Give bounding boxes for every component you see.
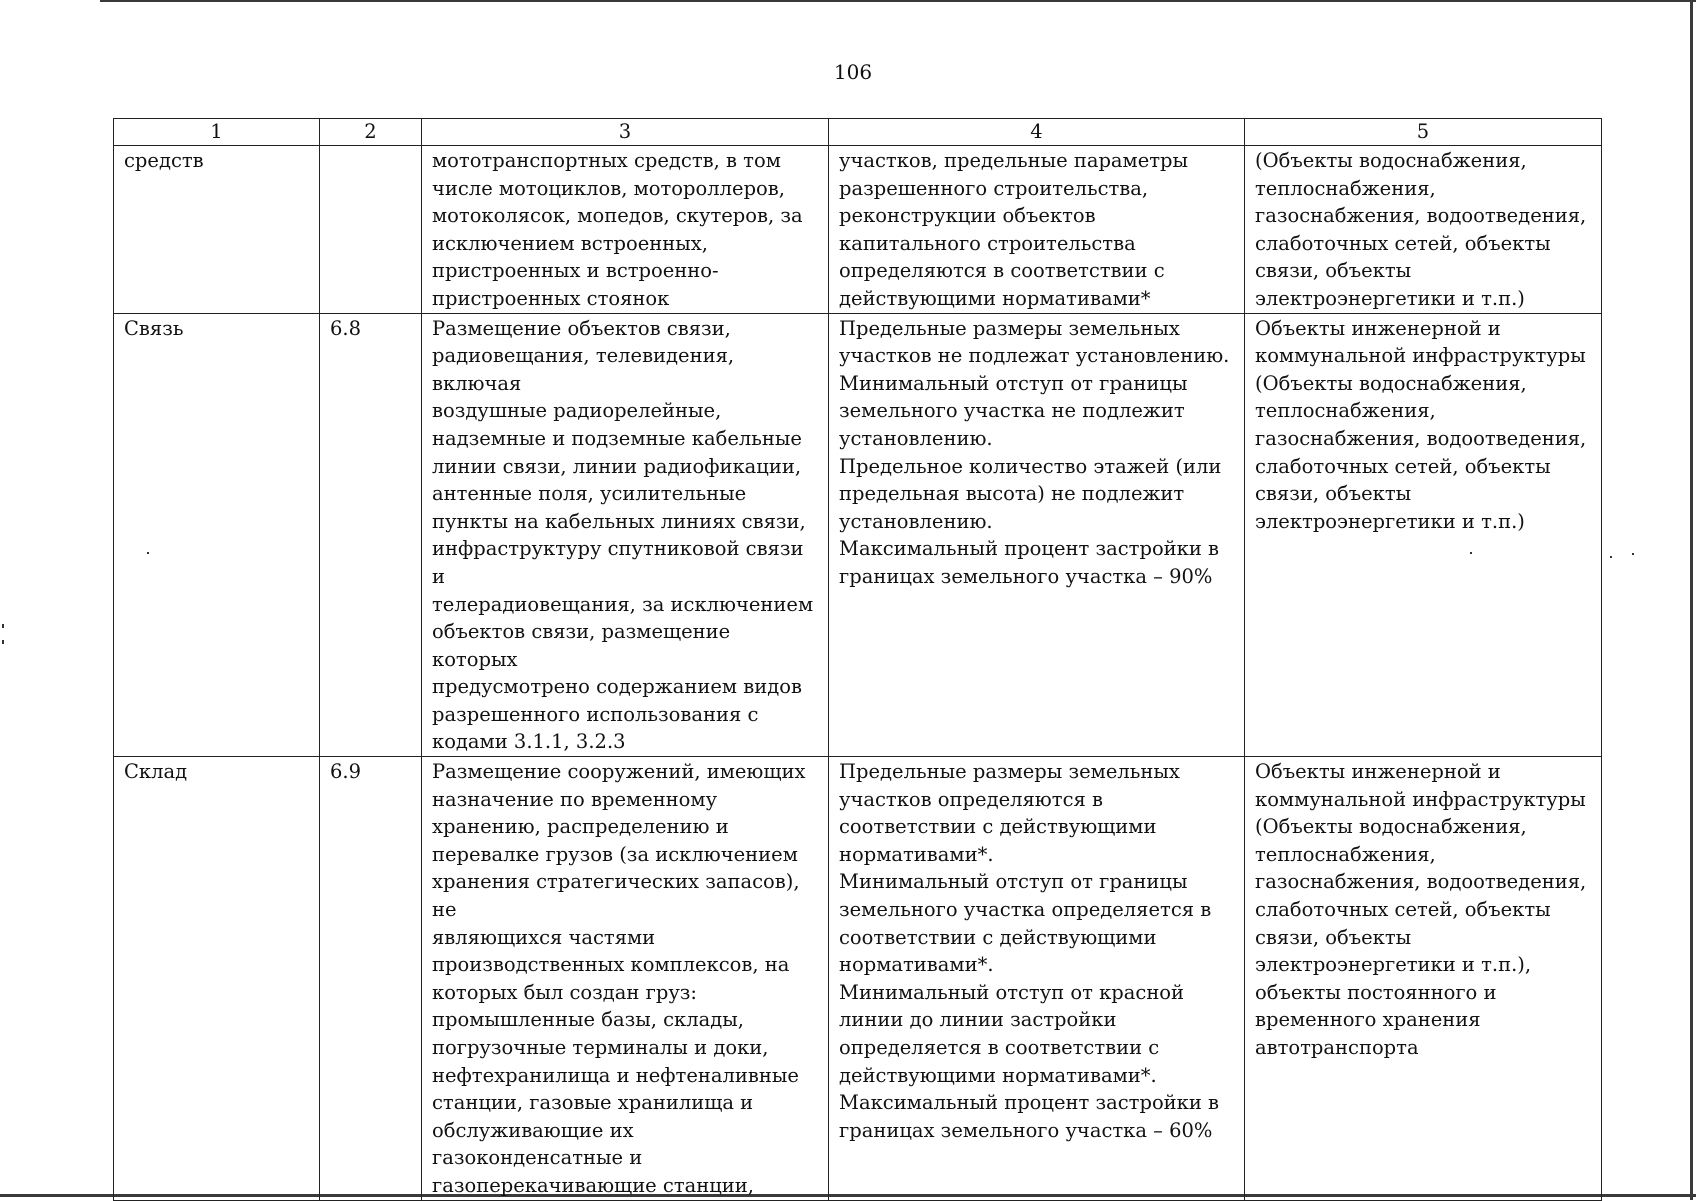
construction-parameters: Предельные размеры земельных участков определяются в соответствии с действующими нормативами*. Минимальный отступ от границы земельного участка определяется в соответствии с действующими нормативами*. Минимальный отступ от красной линии до линии застройки определяется в соответствии с действующими нормативами*. Максимальный процент застройки в границах земельного участка – 60% [829, 757, 1245, 1201]
scan-speck [1610, 556, 1612, 558]
use-description: Размещение объектов связи, радиовещания, телевидения, включая воздушные радиорелейные, надземные и подземные кабельные линии связи, линии радиофикации, антенные поля, усилительные пункты на кабельных линиях связи, инфраструктуру спутниковой связи и телерадиовещания, за исключением объектов связи, размещение которых предусмотрено содержанием видов разрешенного использования с кодами 3.1.1, 3.2.3 [422, 313, 829, 757]
use-type-code: 6.9 [320, 757, 422, 1201]
table-header-row [114, 119, 1602, 146]
header-col-2: 2 [320, 119, 422, 146]
header-col-5: 5 [1245, 119, 1602, 146]
auxiliary-uses: Объекты инженерной и коммунальной инфраструктуры (Объекты водоснабжения, теплоснабжения, газоснабжения, водоотведения, слаботочных сетей, объекты связи, объекты электроэнергетики и т.п.) [1245, 313, 1602, 757]
header-col-4: 4 [829, 119, 1245, 146]
use-type-name: Связь [114, 313, 320, 757]
scan-border-top [100, 0, 1696, 2]
use-type-code [320, 146, 422, 314]
scan-speck [2, 640, 4, 644]
use-type-name: Склад [114, 757, 320, 1201]
header-col-1: 1 [114, 119, 320, 146]
scan-border-right [1690, 0, 1693, 1200]
construction-parameters: Предельные размеры земельных участков не подлежат установлению. Минимальный отступ от границы земельного участка не подлежит установлению. Предельное количество этажей (или предельная высота) не подлежит установлению. Максимальный процент застройки в границах земельного участка – 90% [829, 313, 1245, 757]
scan-speck [2, 624, 4, 628]
use-description: мототранспортных средств, в том числе мотоциклов, мотороллеров, мотоколясок, мопедов, скутеров, за исключением встроенных, пристроенных и встроенно- пристроенных стоянок [422, 146, 829, 314]
auxiliary-uses: Объекты инженерной и коммунальной инфраструктуры (Объекты водоснабжения, теплоснабжения, газоснабжения, водоотведения, слаботочных сетей, объекты связи, объекты электроэнергетики и т.п.), объекты постоянного и временного хранения автотранспорта [1245, 757, 1602, 1201]
use-description: Размещение сооружений, имеющих назначение по временному хранению, распределению и перевалке грузов (за исключением хранения стратегических запасов), не являющихся частями производственных комплексов, на которых был создан груз: промышленные базы, склады, погрузочные терминалы и доки, нефтехранилища и нефтеналивные станции, газовые хранилища и обслуживающие их газоконденсатные и газоперекачивающие станции, [422, 757, 829, 1201]
auxiliary-uses: (Объекты водоснабжения, теплоснабжения, газоснабжения, водоотведения, слаботочных сетей, объекты связи, объекты электроэнергетики и т.п.) [1245, 146, 1602, 314]
use-type-name: средств [114, 146, 320, 314]
page-number: 106 [833, 60, 873, 84]
use-type-code: 6.8 [320, 313, 422, 757]
construction-parameters: участков, предельные параметры разрешенного строительства, реконструкции объектов капитального строительства определяются в соответствии с действующими нормативами* [829, 146, 1245, 314]
zoning-table [113, 118, 1602, 1201]
scan-speck [1632, 553, 1634, 555]
table-row [114, 146, 1602, 314]
table-row [114, 313, 1602, 757]
header-col-3: 3 [422, 119, 829, 146]
table-row [114, 757, 1602, 1201]
